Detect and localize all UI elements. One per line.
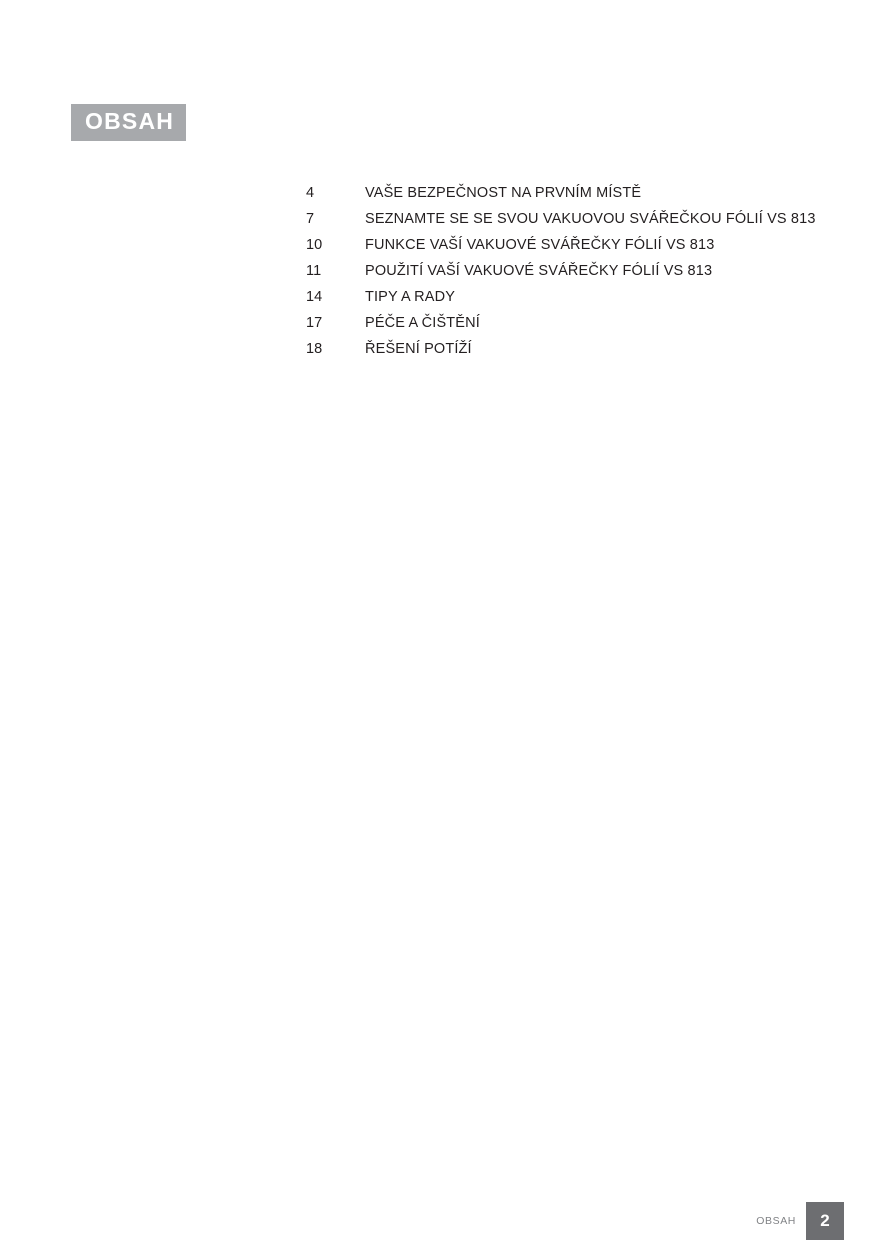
toc-entry-page: 14: [306, 289, 323, 305]
toc-entry-label: VAŠE BEZPEČNOST NA PRVNÍM MÍSTĚ: [365, 185, 642, 201]
toc-entry-page: 11: [306, 263, 322, 279]
page-title-band: [71, 104, 186, 141]
toc-entry-page: 17: [306, 315, 323, 331]
toc-entry-label: SEZNAMTE SE SE SVOU VAKUOVOU SVÁŘEČKOU FÓLIÍ VS 813: [365, 211, 816, 227]
toc-entry[interactable]: [306, 185, 826, 211]
toc-entry-page: 7: [306, 211, 315, 227]
toc-entry[interactable]: [306, 289, 826, 315]
page-title: OBSAH: [85, 108, 175, 134]
toc-entry-page: 10: [306, 237, 323, 253]
toc-entry-label: POUŽITÍ VAŠÍ VAKUOVÉ SVÁŘEČKY FÓLIÍ VS 813: [365, 263, 713, 279]
toc-entry-page: 4: [306, 185, 315, 201]
toc-entry[interactable]: [306, 237, 826, 263]
toc-entry[interactable]: [306, 341, 826, 367]
footer-content: [756, 1202, 844, 1240]
toc-entry-label: PÉČE A ČIŠTĚNÍ: [365, 315, 480, 331]
footer-page-number: 2: [806, 1202, 844, 1240]
toc-entry-label: ŘEŠENÍ POTÍŽÍ: [365, 341, 472, 357]
toc-entry[interactable]: [306, 315, 826, 341]
toc-entry[interactable]: [306, 263, 826, 289]
footer-section-label: OBSAH: [756, 1214, 796, 1227]
toc-entry-page: 18: [306, 341, 323, 357]
toc-entry-label: FUNKCE VAŠÍ VAKUOVÉ SVÁŘEČKY FÓLIÍ VS 813: [365, 237, 715, 253]
table-of-contents: [306, 185, 826, 367]
toc-entry-label: TIPY A RADY: [365, 289, 456, 305]
toc-entry[interactable]: [306, 211, 826, 237]
